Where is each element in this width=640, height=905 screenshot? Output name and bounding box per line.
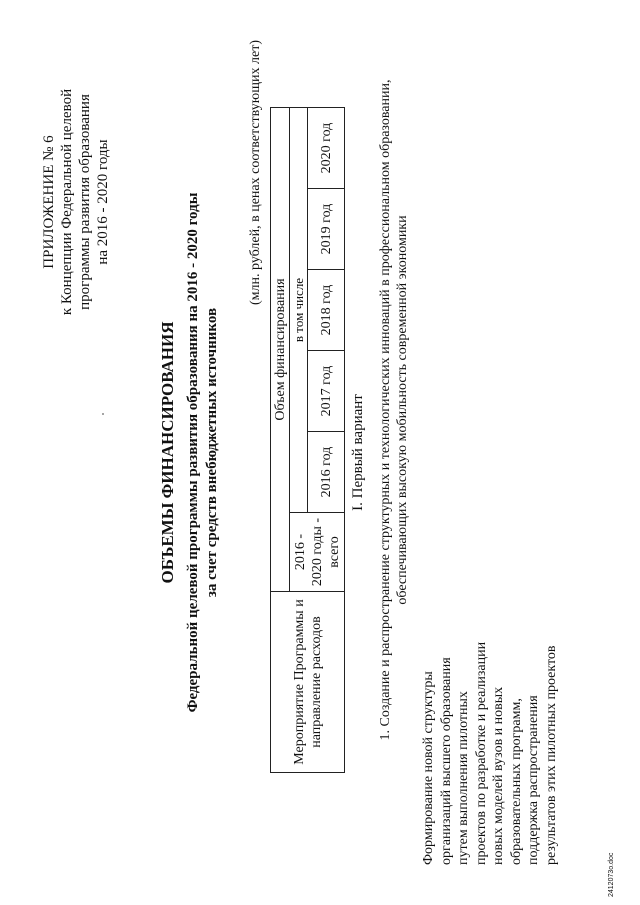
document-subtitle <box>184 0 222 905</box>
task-line: обеспечивающих высокую мобильность современной экономики <box>395 215 410 605</box>
subtitle-line: Федеральной целевой программы развития образования на 2016 - 2020 годы <box>185 192 201 713</box>
activity-line: Формирование новой структуры <box>421 671 436 865</box>
task-heading <box>377 0 411 825</box>
document-file-id: 2412073о.doc <box>608 852 615 897</box>
header-year: 2018 год <box>308 270 345 351</box>
subtitle-line: за счет средств внебюджетных источников <box>204 307 220 598</box>
header-total: 2016 - 2020 годы - всего <box>290 513 345 592</box>
header-year: 2019 год <box>308 189 345 270</box>
document-title: ОБЪЕМЫ ФИНАНСИРОВАНИЯ <box>158 321 177 584</box>
activity-description <box>420 565 560 865</box>
activity-line: результатов этих пилотных проектов <box>543 645 559 865</box>
activity-line: проектов по разработке и реализации <box>473 641 489 865</box>
appendix-number: ПРИЛОЖЕНИЕ № 6 <box>41 135 57 269</box>
header-activity: Мероприятие Программы и направление расходов <box>271 592 345 773</box>
financing-table <box>270 107 345 773</box>
appendix-header <box>40 72 112 332</box>
appendix-line: программы развития образования <box>77 94 93 310</box>
task-line: 1. Создание и распространение структурных и технологических инноваций в профессиональном образовании, <box>378 79 393 741</box>
appendix-line: к Концепции Федеральной целевой <box>59 88 75 316</box>
activity-line: организаций высшего образования <box>438 657 454 865</box>
section-heading: I. Первый вариант <box>350 394 366 511</box>
units-note: (млн. рублей, в ценах соответствующих лет) <box>248 40 263 305</box>
activity-line: поддержка распространения <box>526 695 541 865</box>
header-year: 2016 год <box>308 432 345 513</box>
scan-dot <box>102 413 104 415</box>
activity-line: путем выполнения пилотных <box>456 691 471 865</box>
header-year: 2017 год <box>308 351 345 432</box>
header-volume: Объем финансирования <box>271 108 290 592</box>
appendix-line: на 2016 - 2020 годы <box>95 139 111 265</box>
activity-line: новых моделей вузов и новых <box>491 686 506 865</box>
header-including: в том числе <box>290 108 308 513</box>
activity-line: образовательных программ, <box>508 698 524 865</box>
header-year: 2020 год <box>308 108 345 189</box>
